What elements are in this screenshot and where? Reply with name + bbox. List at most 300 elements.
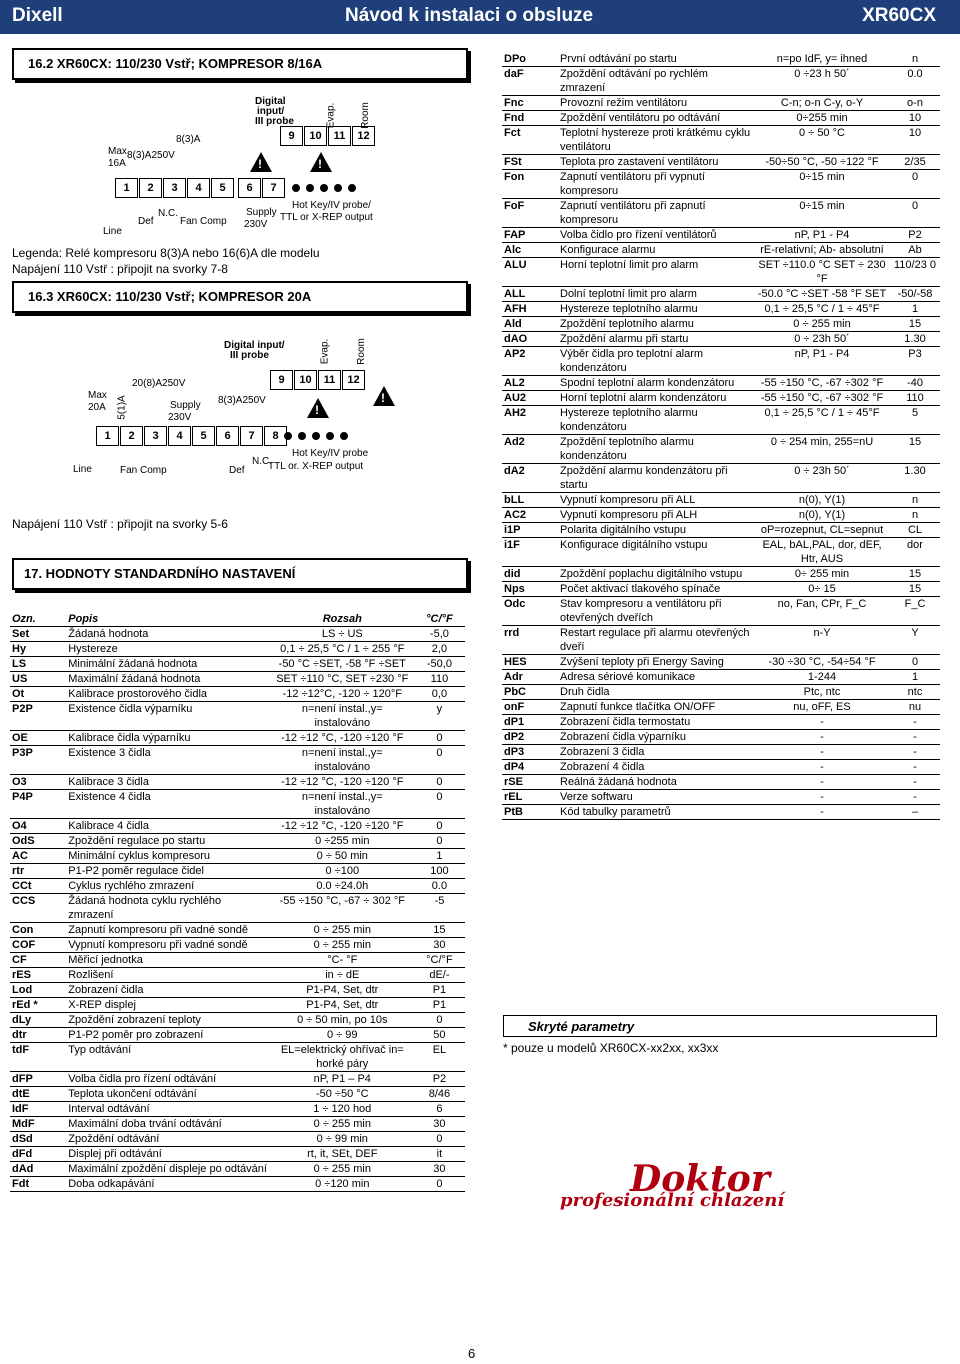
param-default: 110/23 0 [890, 258, 940, 287]
left-params-table [10, 612, 465, 1192]
header-cell: Rozsah [271, 612, 414, 627]
header-cell: °C/°F [414, 612, 465, 627]
table-row [10, 894, 465, 923]
param-default: -50/-58 [890, 287, 940, 302]
param-desc: Konfigurace alarmu [558, 243, 754, 258]
param-desc: Reálná žádaná hodnota [558, 775, 754, 790]
table-row [502, 760, 940, 775]
param-code: Fnd [502, 111, 558, 126]
param-range: EL=elektrický ohřívač in= horké páry [271, 1043, 414, 1072]
terminal-block-4: 1 2 3 4 5 6 7 8 [96, 426, 288, 446]
param-code: dtr [10, 1028, 66, 1043]
param-desc: Výběr čidla pro teplotní alarm kondenzátoru [558, 347, 754, 376]
param-desc: Polarita digitálního vstupu [558, 523, 754, 538]
param-range: -12 ÷12 °C, -120 ÷120 °F [271, 731, 414, 746]
param-default: P2 [414, 1072, 465, 1087]
table-row [502, 567, 940, 582]
param-range: rt, it, SEt, DEF [271, 1147, 414, 1162]
param-code: Fdt [10, 1177, 66, 1192]
param-default: it [414, 1147, 465, 1162]
table-row [10, 627, 465, 642]
param-code: Ad2 [502, 435, 558, 464]
param-default: P2 [890, 228, 940, 243]
param-range: 0,1 ÷ 25,5 °C / 1 ÷ 45°F [754, 302, 890, 317]
param-desc: Počet aktivací tlakového spínače [558, 582, 754, 597]
doktor-logo: Doktor profesionální chlazení [560, 1158, 785, 1211]
param-range: - [754, 730, 890, 745]
param-code: AL2 [502, 376, 558, 391]
table-row [10, 1028, 465, 1043]
param-default: 110 [890, 391, 940, 406]
param-default: - [890, 790, 940, 805]
param-desc: Zpoždění ventilátoru po odtávání [558, 111, 754, 126]
param-desc: Zpoždění regulace po startu [66, 834, 270, 849]
param-code: Nps [502, 582, 558, 597]
param-code: bLL [502, 493, 558, 508]
param-desc: Zapnutí kompresoru při vadné sondě [66, 923, 270, 938]
terminal-block-3: 9 10 11 12 [280, 126, 376, 146]
param-desc: Žádaná hodnota [66, 627, 270, 642]
table-row [10, 864, 465, 879]
param-code: Lod [10, 983, 66, 998]
param-range: 1 ÷ 120 hod [271, 1102, 414, 1117]
table-row [502, 111, 940, 126]
param-default: n [890, 493, 940, 508]
param-code: MdF [10, 1117, 66, 1132]
param-range: - [754, 760, 890, 775]
table-row [10, 923, 465, 938]
warning-icon [307, 398, 329, 418]
param-range: nu, oFF, ES [754, 700, 890, 715]
table-row [502, 332, 940, 347]
param-code: AFH [502, 302, 558, 317]
section-17-title: 17. HODNOTY STANDARDNÍHO NASTAVENÍ [12, 558, 468, 590]
table-row [502, 126, 940, 155]
table-row [10, 849, 465, 864]
param-code: O3 [10, 775, 66, 790]
param-code: dLy [10, 1013, 66, 1028]
param-code: rEd * [10, 998, 66, 1013]
hidden-params-label: Skryté parametry [503, 1015, 937, 1037]
param-code: PbC [502, 685, 558, 700]
table-row [502, 67, 940, 96]
param-desc: P1-P2 poměr regulace čidel [66, 864, 270, 879]
param-desc: Maximální zpoždění displeje po odtávání [66, 1162, 270, 1177]
param-default: 15 [414, 923, 465, 938]
param-range: -50 °C ÷SET, -58 °F ÷SET [271, 657, 414, 672]
param-desc: Typ odtávání [66, 1043, 270, 1072]
param-code: DPo [502, 52, 558, 67]
table-row [502, 790, 940, 805]
table-row [502, 597, 940, 626]
param-range: - [754, 775, 890, 790]
table-row [502, 170, 940, 199]
param-desc: Provozní režim ventilátoru [558, 96, 754, 111]
table-row [502, 670, 940, 685]
param-desc: Minimální žádaná hodnota [66, 657, 270, 672]
param-default: 0 [414, 731, 465, 746]
section-16-3-title: 16.3 XR60CX: 110/230 Vstř; KOMPRESOR 20A [12, 281, 468, 313]
table-row [10, 998, 465, 1013]
table-row [502, 376, 940, 391]
param-range: SET ÷110 °C, SET ÷230 °F [271, 672, 414, 687]
param-desc: Spodní teplotní alarm kondenzátoru [558, 376, 754, 391]
table-row [10, 1177, 465, 1192]
table-row [10, 672, 465, 687]
param-desc: Konfigurace digitálního vstupu [558, 538, 754, 567]
param-range: 0.0 ÷24.0h [271, 879, 414, 894]
param-desc: Teplota ukončení odtávání [66, 1087, 270, 1102]
param-range: SET ÷110.0 °C SET ÷ 230 °F [754, 258, 890, 287]
param-code: AC [10, 849, 66, 864]
param-code: CF [10, 953, 66, 968]
param-code: PtB [502, 805, 558, 820]
param-range: 0 ÷255 min [271, 834, 414, 849]
param-code: Ald [502, 317, 558, 332]
param-desc: Zapnutí ventilátoru při zapnutí kompresoru [558, 199, 754, 228]
param-desc: První odtávání po startu [558, 52, 754, 67]
param-range: 0÷255 min [754, 111, 890, 126]
param-desc: Adresa sériové komunikace [558, 670, 754, 685]
param-default: dE/- [414, 968, 465, 983]
param-desc: Měřicí jednotka [66, 953, 270, 968]
param-desc: Rozlišení [66, 968, 270, 983]
param-code: COF [10, 938, 66, 953]
param-range: 0 ÷ 255 min [271, 938, 414, 953]
param-default: 6 [414, 1102, 465, 1117]
param-range: - [754, 745, 890, 760]
param-default: 0 [890, 170, 940, 199]
param-range: 0 ÷ 50 °C [754, 126, 890, 155]
param-default: 15 [890, 435, 940, 464]
param-code: FSt [502, 155, 558, 170]
param-desc: P1-P2 poměr pro zobrazení [66, 1028, 270, 1043]
param-code: i1P [502, 523, 558, 538]
param-range: 0 ÷ 99 min [271, 1132, 414, 1147]
table-row [10, 1102, 465, 1117]
param-default: 1 [890, 302, 940, 317]
param-desc: Zobrazení čidla výparníku [558, 730, 754, 745]
param-code: CCS [10, 894, 66, 923]
param-range: nP, P1 - P4 [754, 347, 890, 376]
param-default: Ab [890, 243, 940, 258]
param-code: Fnc [502, 96, 558, 111]
param-range: 0 ÷ 255 min [271, 1162, 414, 1177]
param-range: n=není instal.,y= instalováno [271, 746, 414, 775]
param-range: 0÷ 15 [754, 582, 890, 597]
param-code: dP3 [502, 745, 558, 760]
param-default: dor [890, 538, 940, 567]
table-row [502, 582, 940, 597]
table-row [502, 745, 940, 760]
param-desc: Kalibrace 3 čidla [66, 775, 270, 790]
param-range: n=po IdF, y= ihned [754, 52, 890, 67]
table-row [10, 1117, 465, 1132]
param-default: - [890, 760, 940, 775]
param-range: LS ÷ US [271, 627, 414, 642]
param-default: 2/35 [890, 155, 940, 170]
param-range: -55 ÷150 °C, -67 ÷ 302 °F [271, 894, 414, 923]
param-default: 0.0 [414, 879, 465, 894]
param-desc: Existence 3 čidla [66, 746, 270, 775]
param-code: rtr [10, 864, 66, 879]
param-desc: Zpoždění zobrazení teploty [66, 1013, 270, 1028]
param-default: 0 [414, 834, 465, 849]
param-range: - [754, 790, 890, 805]
legend-line-1: Legenda: Relé kompresoru 8(3)A nebo 16(6)A dle modelu [12, 246, 320, 260]
supply-note: Napájení 110 Vstř : připojit na svorky 5-6 [12, 517, 228, 531]
param-default: 0.0 [890, 67, 940, 96]
param-range: P1-P4, Set, dtr [271, 998, 414, 1013]
param-range: 0 ÷ 255 min [271, 1117, 414, 1132]
param-code: AP2 [502, 347, 558, 376]
page-header [0, 0, 960, 34]
param-default: – [890, 805, 940, 820]
param-code: AH2 [502, 406, 558, 435]
param-desc: Kalibrace 4 čidla [66, 819, 270, 834]
table-row [10, 1043, 465, 1072]
param-code: Odc [502, 597, 558, 626]
param-code: P4P [10, 790, 66, 819]
param-desc: Zobrazení čidla [66, 983, 270, 998]
warning-icon [310, 152, 332, 172]
legend-line-2: Napájení 110 Vstř : připojit na svorky 7-8 [12, 262, 228, 276]
param-default: EL [414, 1043, 465, 1072]
table-row [10, 790, 465, 819]
param-range: -30 ÷30 °C, -54÷54 °F [754, 655, 890, 670]
param-default: F_C [890, 597, 940, 626]
param-desc: Volba čidlo pro řízení ventilátorů [558, 228, 754, 243]
param-code: dFd [10, 1147, 66, 1162]
table-row [502, 655, 940, 670]
param-code: rEL [502, 790, 558, 805]
param-default: 1 [890, 670, 940, 685]
param-code: rSE [502, 775, 558, 790]
param-range: 0 ÷ 99 [271, 1028, 414, 1043]
param-default: -5 [414, 894, 465, 923]
param-code: i1F [502, 538, 558, 567]
param-desc: Zpoždění odtávání po rychlém zmrazení [558, 67, 754, 96]
param-range: n=není instal.,y= instalováno [271, 702, 414, 731]
param-code: dA2 [502, 464, 558, 493]
param-desc: Zvýšení teploty při Energy Saving [558, 655, 754, 670]
param-range: °C- °F [271, 953, 414, 968]
table-row [502, 228, 940, 243]
param-range: 0 ÷ 23h 50´ [754, 464, 890, 493]
table-row [502, 406, 940, 435]
param-desc: Kalibrace prostorového čidla [66, 687, 270, 702]
param-desc: Volba čidla pro řízení odtávání [66, 1072, 270, 1087]
terminal-block-1: 1 2 3 4 5 [115, 178, 235, 198]
param-code: dAO [502, 332, 558, 347]
table-row [10, 1087, 465, 1102]
param-range: 0 ÷100 [271, 864, 414, 879]
param-default: 0 [890, 655, 940, 670]
param-code: Fon [502, 170, 558, 199]
param-code: Set [10, 627, 66, 642]
param-range: n=není instal.,y= instalováno [271, 790, 414, 819]
param-desc: Vypnutí kompresoru při ALH [558, 508, 754, 523]
param-desc: X-REP displej [66, 998, 270, 1013]
param-default: n [890, 52, 940, 67]
brand: Dixell [12, 5, 63, 26]
table-row [502, 626, 940, 655]
terminal-block-2: 6 7 [238, 178, 286, 198]
param-default: nu [890, 700, 940, 715]
param-range: 0,1 ÷ 25,5 °C / 1 ÷ 45°F [754, 406, 890, 435]
param-code: AU2 [502, 391, 558, 406]
param-code: did [502, 567, 558, 582]
param-range: Ptc, ntc [754, 685, 890, 700]
table-row [10, 938, 465, 953]
param-range: - [754, 805, 890, 820]
param-code: dFP [10, 1072, 66, 1087]
param-range: n-Y [754, 626, 890, 655]
param-range: 1-244 [754, 670, 890, 685]
param-range: -12 ÷12 °C, -120 ÷120 °F [271, 819, 414, 834]
table-row [10, 702, 465, 731]
param-code: FoF [502, 199, 558, 228]
param-desc: Hystereze teplotního alarmu kondenzátoru [558, 406, 754, 435]
param-code: Fct [502, 126, 558, 155]
param-default: 10 [890, 111, 940, 126]
table-row [502, 243, 940, 258]
param-default: 30 [414, 938, 465, 953]
param-desc: Maximální žádaná hodnota [66, 672, 270, 687]
param-code: HES [502, 655, 558, 670]
param-default: 15 [890, 567, 940, 582]
param-range: rE-relativní; Ab- absolutní [754, 243, 890, 258]
table-row [502, 96, 940, 111]
param-desc: Zpoždění teplotního alarmu [558, 317, 754, 332]
param-code: Ot [10, 687, 66, 702]
table-row [502, 775, 940, 790]
param-desc: Existence 4 čidla [66, 790, 270, 819]
param-default: ntc [890, 685, 940, 700]
param-desc: Cyklus rychlého zmrazení [66, 879, 270, 894]
table-row [502, 391, 940, 406]
header-cell: Popis [66, 612, 270, 627]
param-desc: Verze softwaru [558, 790, 754, 805]
param-desc: Maximální doba trvání odtávání [66, 1117, 270, 1132]
param-default: - [890, 730, 940, 745]
param-default: CL [890, 523, 940, 538]
param-code: Hy [10, 642, 66, 657]
param-range: nP, P1 – P4 [271, 1072, 414, 1087]
param-desc: Zpoždění odtávání [66, 1132, 270, 1147]
param-default: n [890, 508, 940, 523]
param-code: O4 [10, 819, 66, 834]
param-code: rES [10, 968, 66, 983]
param-code: AC2 [502, 508, 558, 523]
param-range: 0 ÷ 254 min, 255=nU [754, 435, 890, 464]
table-row [502, 730, 940, 745]
param-desc: Restart regulace při alarmu otevřených dveří [558, 626, 754, 655]
connector-dots [284, 432, 354, 440]
table-row [10, 983, 465, 998]
table-row [502, 302, 940, 317]
param-range: -12 ÷12°C, -120 ÷ 120°F [271, 687, 414, 702]
param-desc: Kalibrace čidla výparníku [66, 731, 270, 746]
table-row [502, 493, 940, 508]
table-row [502, 287, 940, 302]
param-code: daF [502, 67, 558, 96]
param-range: 0÷ 255 min [754, 567, 890, 582]
param-desc: Zpoždění alarmu při startu [558, 332, 754, 347]
param-default: 2,0 [414, 642, 465, 657]
table-row [502, 435, 940, 464]
param-code: P3P [10, 746, 66, 775]
param-range: 0÷15 min [754, 199, 890, 228]
param-range: 0 ÷ 255 min [754, 317, 890, 332]
param-default: 10 [890, 126, 940, 155]
terminal-block-5: 9 10 11 12 [270, 370, 366, 390]
param-code: CCt [10, 879, 66, 894]
param-desc: Stav kompresoru a ventilátoru při otevřených dveřích [558, 597, 754, 626]
param-range: 0÷15 min [754, 170, 890, 199]
param-desc: Zobrazení čidla termostatu [558, 715, 754, 730]
param-code: LS [10, 657, 66, 672]
param-default: y [414, 702, 465, 731]
table-row [10, 953, 465, 968]
param-default: 110 [414, 672, 465, 687]
param-default: - [890, 715, 940, 730]
param-code: dP1 [502, 715, 558, 730]
param-range: -55 ÷150 °C, -67 ÷302 °F [754, 376, 890, 391]
param-desc: Existence čidla výparníku [66, 702, 270, 731]
param-default: 15 [890, 317, 940, 332]
param-code: P2P [10, 702, 66, 731]
param-range: 0 ÷23 h 50´ [754, 67, 890, 96]
table-header [10, 612, 465, 627]
param-desc: Hystereze [66, 642, 270, 657]
param-code: rrd [502, 626, 558, 655]
warning-icon [373, 386, 395, 406]
param-desc: Zpoždění poplachu digitálního vstupu [558, 567, 754, 582]
param-range: C-n; o-n C-y, o-Y [754, 96, 890, 111]
param-desc: Interval odtávání [66, 1102, 270, 1117]
param-range: - [754, 715, 890, 730]
param-default: 30 [414, 1117, 465, 1132]
param-code: ALL [502, 287, 558, 302]
table-row [10, 819, 465, 834]
table-row [502, 347, 940, 376]
param-default: 1 [414, 849, 465, 864]
param-desc: Vypnutí kompresoru při ALL [558, 493, 754, 508]
param-code: US [10, 672, 66, 687]
param-default: P3 [890, 347, 940, 376]
param-default: 0 [414, 1013, 465, 1028]
table-row [10, 746, 465, 775]
table-row [502, 52, 940, 67]
param-default: 0 [890, 199, 940, 228]
connector-dots [292, 184, 362, 192]
param-code: OdS [10, 834, 66, 849]
table-row [10, 642, 465, 657]
param-desc: Dolní teplotní limit pro alarm [558, 287, 754, 302]
param-default: 15 [890, 582, 940, 597]
model: XR60CX [862, 5, 936, 26]
table-row [10, 1162, 465, 1177]
param-range: 0 ÷ 50 min, po 10s [271, 1013, 414, 1028]
header-cell: Ozn. [10, 612, 66, 627]
table-row [10, 1013, 465, 1028]
param-code: tdF [10, 1043, 66, 1072]
table-row [502, 317, 940, 332]
param-desc: Vypnutí kompresoru při vadné sondě [66, 938, 270, 953]
param-range: 0 ÷ 23h 50´ [754, 332, 890, 347]
param-default: P1 [414, 983, 465, 998]
